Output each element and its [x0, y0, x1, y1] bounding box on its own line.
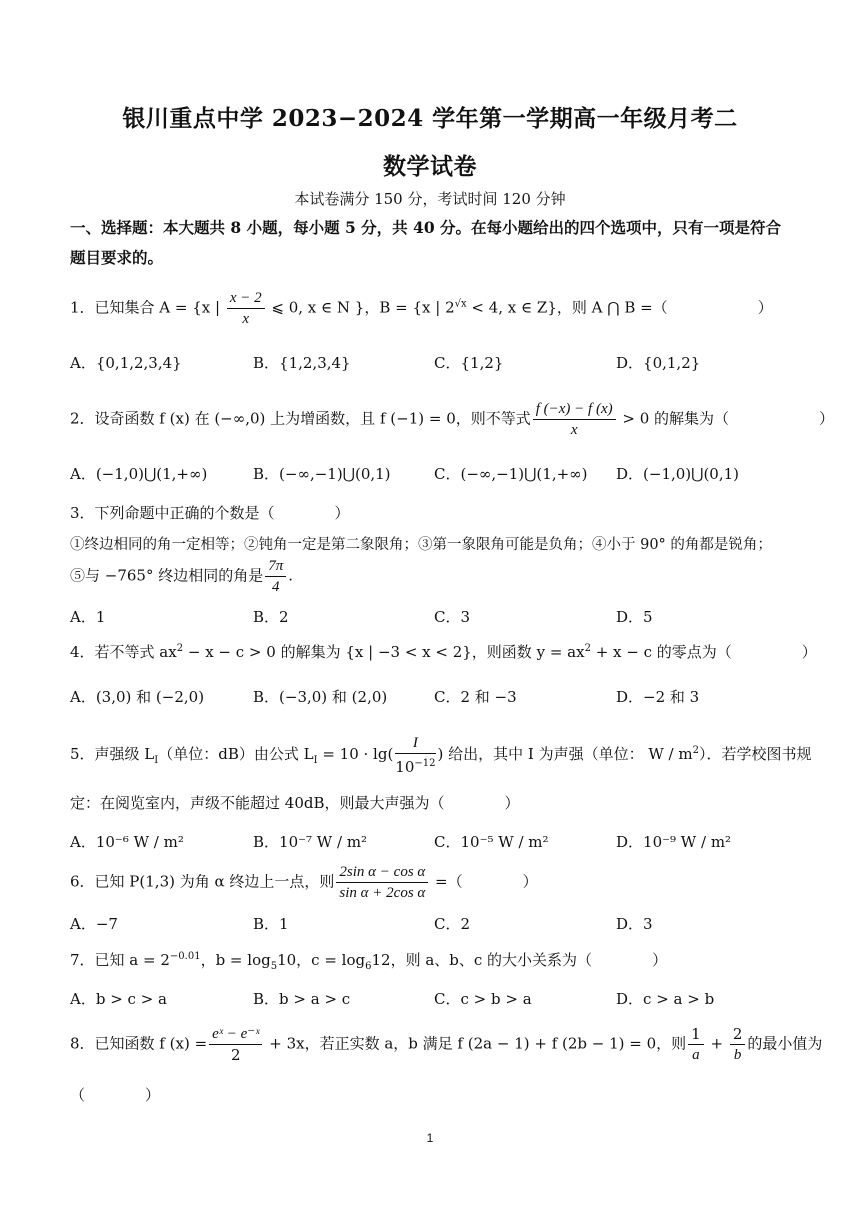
q4-square-1: 2	[176, 643, 184, 654]
q4-stem-c: + x − c 的零点为（	[590, 643, 732, 661]
q5-options	[70, 831, 790, 853]
q5-line2-text: 定：在阅览室内，声级不能超过 40dB，则最大声强为（	[70, 794, 445, 812]
q2-close: ）	[819, 409, 835, 428]
question-1	[70, 288, 800, 329]
q4-stem-a: 4．若不等式 ax	[70, 643, 177, 661]
q7-options	[70, 988, 790, 1010]
question-8	[70, 1024, 823, 1065]
q4-option-c: C．2 和 −3	[434, 688, 517, 706]
q8-frac-den: 2	[231, 1046, 241, 1064]
q2-option-b: B．(−∞,−1)⋃(0,1)	[253, 465, 391, 483]
q8-plus: +	[705, 1034, 728, 1053]
q8-fraction	[209, 1024, 262, 1065]
q8-stem-a: 8．已知函数 f (x) =	[70, 1034, 208, 1053]
q5-frac-den-base: 10	[395, 758, 415, 776]
q6-frac-den: sin α + 2cos α	[339, 885, 426, 901]
q3-close: ）	[334, 504, 350, 522]
q1-stem-c: < 4, x ∈ Z}，则 A ⋂ B =（	[466, 298, 668, 317]
q5-fraction	[395, 733, 435, 777]
q5-line-2	[70, 792, 800, 813]
q5-option-d: D．10⁻⁹ W / m²	[616, 833, 732, 851]
question-3	[70, 502, 800, 523]
q2-stem-b: > 0 的解集为（	[617, 409, 730, 428]
q7-base-1: 5	[270, 961, 278, 972]
q4-stem-b: − x − c > 0 的解集为 {x | −3 < x < 2}，则函数 y = ax	[183, 643, 585, 661]
q4-options	[70, 686, 790, 708]
q3-options	[70, 606, 790, 628]
q7-option-d: D．c > a > b	[616, 990, 715, 1008]
q5-sub-1: I	[154, 755, 159, 766]
q3-stem: 3．下列命题中正确的个数是（	[70, 504, 275, 522]
q2-options	[70, 463, 790, 485]
q3-option-c: C．3	[434, 608, 471, 626]
q3-option-a: A．1	[70, 608, 106, 626]
q7-stem-b: ，b = log	[200, 951, 271, 969]
q6-option-d: D．3	[616, 915, 653, 933]
q7-option-b: B．b > a > c	[253, 990, 351, 1008]
q5-frac-den	[395, 754, 435, 777]
q6-stem-b: =（	[430, 872, 463, 891]
q2-option-d: D．(−1,0)⋃(0,1)	[616, 465, 740, 483]
q1-fraction	[227, 288, 265, 329]
q4-square-2: 2	[584, 643, 591, 654]
q8-stem-c: 的最小值为	[747, 1034, 823, 1053]
q7-stem-d: 12，则 a、b、c 的大小关系为（	[371, 951, 593, 969]
q1-stem-a: 1．已知集合 A = {x |	[70, 298, 225, 317]
q8-open: （	[70, 1086, 86, 1104]
q2-fraction	[533, 399, 616, 440]
q1-frac-num: x − 2	[227, 288, 265, 309]
q8-frac3-num: 2	[730, 1024, 746, 1045]
q7-option-a: A．b > c > a	[70, 990, 167, 1008]
q4-option-a: A．(3,0) 和 (−2,0)	[70, 688, 205, 706]
q5-sub-2: I	[313, 755, 318, 766]
q5-stem-e: ）．若学校图书规	[698, 745, 812, 763]
q2-frac-num: f (−x) − f (x)	[533, 399, 616, 420]
exam-title: 银川重点中学 2023−2024 学年第一学期高一年级月考二	[122, 105, 738, 132]
q7-stem-c: 10，c = log	[277, 951, 366, 969]
q5-stem-d: ) 给出，其中 I 为声强（单位： W / m	[437, 745, 693, 763]
q8-fraction-2	[688, 1024, 704, 1065]
q3-fraction	[265, 556, 286, 597]
q8-close: ）	[145, 1086, 161, 1104]
q6-frac-num: 2sin α − cos α	[336, 862, 428, 883]
question-4	[70, 641, 817, 662]
q7-option-c: C．c > b > a	[434, 990, 532, 1008]
q5-frac-num: I	[395, 733, 435, 754]
q2-option-a: A．(−1,0)⋃(1,+∞)	[70, 465, 208, 483]
q3-line2-b: .	[288, 566, 294, 585]
q1-option-a: A．{0,1,2,3,4}	[70, 354, 182, 372]
q2-stem-a: 2．设奇函数 f (x) 在 (−∞,0) 上为增函数，且 f (−1) = 0，则不等式	[70, 409, 531, 428]
q6-option-a: A．−7	[70, 915, 118, 933]
q8-frac2-num: 1	[688, 1024, 704, 1045]
q1-stem-b: ⩽ 0, x ∈ N }，B = {x | 2	[266, 298, 455, 317]
q1-options	[70, 352, 790, 374]
exam-note: 本试卷满分 150 分，考试时间 120 分钟	[294, 190, 566, 208]
exam-subtitle: 数学试卷	[383, 153, 477, 180]
q1-option-d: D．{0,1,2}	[616, 354, 701, 372]
q5-stem-c: = 10 · lg(	[317, 745, 394, 763]
q6-options	[70, 913, 790, 935]
q8-frac2-den: a	[692, 1047, 700, 1063]
q8-fraction-3	[730, 1024, 746, 1065]
q4-option-b: B．(−3,0) 和 (2,0)	[253, 688, 388, 706]
q6-option-b: B．1	[253, 915, 289, 933]
q1-frac-den: x	[242, 311, 250, 327]
q1-close: ）	[757, 298, 773, 317]
q8-frac3-den: b	[733, 1047, 742, 1063]
q3-statement-5	[70, 556, 800, 597]
q1-exponent: √x	[454, 298, 467, 310]
q5-frac-den-exp: −12	[414, 758, 436, 769]
q7-exponent: −0.01	[169, 951, 201, 962]
q3-statements: ①终边相同的角一定相等；②钝角一定是第二象限角；③第一象限角可能是负角；④小于 90° 的角都是锐角；	[70, 537, 772, 553]
question-7	[70, 949, 800, 972]
q7-stem-a: 7．已知 a = 2	[70, 951, 170, 969]
q8-line-2	[70, 1084, 800, 1105]
q3-frac-num: 7π	[265, 556, 286, 577]
q8-stem-b: + 3x，若正实数 a，b 满足 f (2a − 1) + f (2b − 1) = 0，则	[264, 1034, 687, 1053]
q5-option-a: A．10⁻⁶ W / m²	[70, 833, 184, 851]
q1-option-c: C．{1,2}	[434, 354, 504, 372]
q6-fraction	[336, 862, 428, 903]
q7-close: ）	[652, 951, 668, 969]
page-number: 1	[426, 1131, 434, 1145]
q3-option-d: D．5	[616, 608, 653, 626]
q6-close: ）	[522, 872, 538, 891]
q4-option-d: D．−2 和 3	[616, 688, 700, 706]
q3-frac-den: 4	[272, 579, 280, 595]
q2-option-c: C．(−∞,−1)⋃(1,+∞)	[434, 465, 588, 483]
q6-option-c: C．2	[434, 915, 471, 933]
question-5	[70, 733, 812, 777]
q3-option-b: B．2	[253, 608, 289, 626]
question-6	[70, 862, 800, 903]
q5-option-b: B．10⁻⁷ W / m²	[253, 833, 368, 851]
q1-option-b: B．{1,2,3,4}	[253, 354, 351, 372]
q2-frac-den: x	[570, 422, 578, 438]
q6-stem-a: 6．已知 P(1,3) 为角 α 终边上一点，则	[70, 872, 335, 891]
q5-option-c: C．10⁻⁵ W / m²	[434, 833, 549, 851]
section-heading: 一、选择题：本大题共 8 小题，每小题 5 分，共 40 分。在每小题给出的四个选项中，只有一项是符合题目要求的。	[70, 218, 782, 267]
q5-square: 2	[692, 745, 699, 756]
question-2	[70, 399, 835, 440]
q4-close: ）	[801, 643, 817, 661]
q7-base-2: 6	[365, 961, 372, 972]
q3-line2-a: ⑤与 −765° 终边相同的角是	[70, 566, 264, 585]
q8-frac-num: eˣ − e⁻ˣ	[209, 1024, 262, 1045]
q5-close: ）	[504, 794, 520, 812]
q5-stem-a: 5．声强级 L	[70, 745, 155, 763]
q5-stem-b: （单位：dB）由公式 L	[158, 745, 314, 763]
